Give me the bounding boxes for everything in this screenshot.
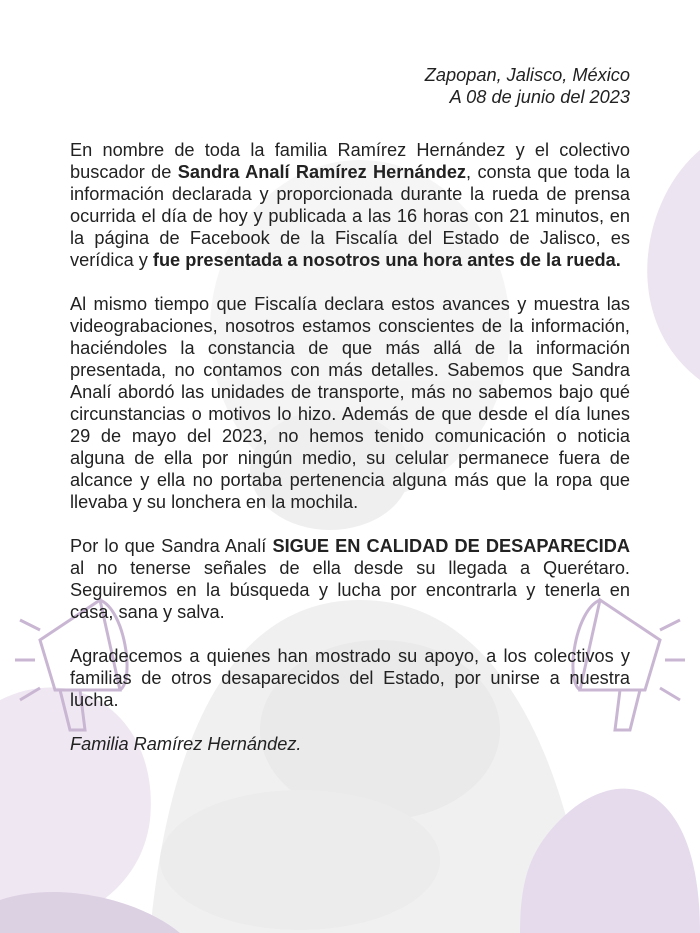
paragraph-4: Agradecemos a quienes han mostrado su apoyo, a los colectivos y familias de otros desaparecidos del Estado, por unirse a nuestra lucha.	[70, 646, 630, 710]
p1-bold-statement: fue presentada a nosotros una hora antes de la rueda.	[152, 250, 621, 270]
paragraph-1	[70, 139, 630, 271]
paragraph-3	[70, 535, 630, 623]
p1-text-2: , consta que toda la información declarada y proporcionada durante la rueda de prensa ocurrida el día de hoy y publicada a las 16 horas con 21 minutos, en la página de Facebook de la Fiscalía del Estado de Jalisco, es verídica y	[70, 162, 630, 270]
p3-bold-status: SIGUE EN CALIDAD DE DESAPARECIDA	[272, 536, 630, 556]
p3-text-1: Por lo que Sandra Analí	[70, 536, 273, 556]
letter-date: A 08 de junio del 2023	[449, 87, 630, 107]
letter-signature: Familia Ramírez Hernández.	[70, 734, 302, 754]
p1-bold-name: Sandra Analí Ramírez Hernández	[177, 162, 467, 182]
p1-text-1: En nombre de toda la familia Ramírez Hernández y el colectivo buscador de	[70, 140, 630, 182]
p3-text-2: al no tenerse señales de ella desde su llegada a Querétaro. Seguiremos en la búsqueda y lucha por encontrarla y tenerla en casa, sana y salva.	[70, 558, 630, 622]
paragraph-2: Al mismo tiempo que Fiscalía declara estos avances y muestra las videograbaciones, nosotros estamos conscientes de la información, haciéndoles la constancia de que más allá de la información presentada, no contamos con más detalles. Sabemos que Sandra Analí abordó las unidades de transporte, más no sabemos bajo qué circunstancias o motivos lo hizo. Además de que desde el día lunes 29 de mayo del 2023, no hemos tenido comunicación o noticia alguna de ella por ningún medio, su celular permanece fuera de alcance y ella no portaba pertenencia alguna más que la ropa que llevaba y su lonchera en la mochila.	[70, 294, 630, 512]
letter-place: Zapopan, Jalisco, México	[424, 65, 630, 85]
letter-header	[70, 64, 630, 108]
letter-document	[70, 64, 630, 755]
